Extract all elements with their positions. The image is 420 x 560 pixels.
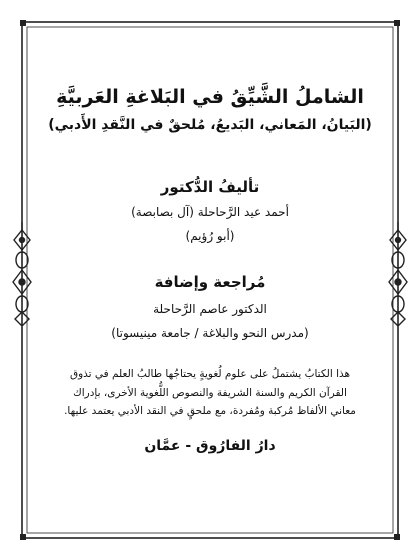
author-name: أحمد عيد الرَّحاحلة (آل بصابصة) xyxy=(131,205,289,220)
description-line: معاني الألفاظ مُركبة ومُفردة، مع ملحقٍ في النقد الأدبي يعتمد عليها. xyxy=(64,405,356,418)
left-chain-ornament-icon xyxy=(9,222,35,326)
book-subtitle: (البَيانُ، المَعاني، البَديعُ، مُلحقٌ في النَّقدِ الأَدبي) xyxy=(48,116,372,133)
review-role: مُراجعة وإضافة xyxy=(154,272,266,291)
description-line: هذا الكتابُ يشتملُ على علوم لُغويةٍ يحتاجُها طالبُ العلم في تذوق xyxy=(69,368,351,381)
description-line: القرآن الكريم والسنة الشريفة والنصوص اللُّغوية الأخرى، بإدراك xyxy=(73,386,347,399)
reviewer-name: الدكتور عاصم الرَّحاحلة xyxy=(153,302,267,317)
right-chain-ornament-icon xyxy=(385,222,411,326)
authorship-section xyxy=(44,178,376,245)
book-description xyxy=(44,365,376,420)
book-title: الشاملُ الشَّيِّقُ في البَلاغةِ العَربيَّةِ xyxy=(56,86,364,108)
title-page-content xyxy=(44,86,376,454)
review-section xyxy=(44,273,376,342)
author-alias: (أبو رُؤيم) xyxy=(185,229,235,244)
reviewer-title: (مدرس النحو والبلاغة / جامعة مينيسوتا) xyxy=(111,325,309,340)
authorship-role: تأليفُ الدُّكتور xyxy=(160,177,260,196)
publisher: دارُ الفارُوق - عمَّان xyxy=(144,438,276,455)
